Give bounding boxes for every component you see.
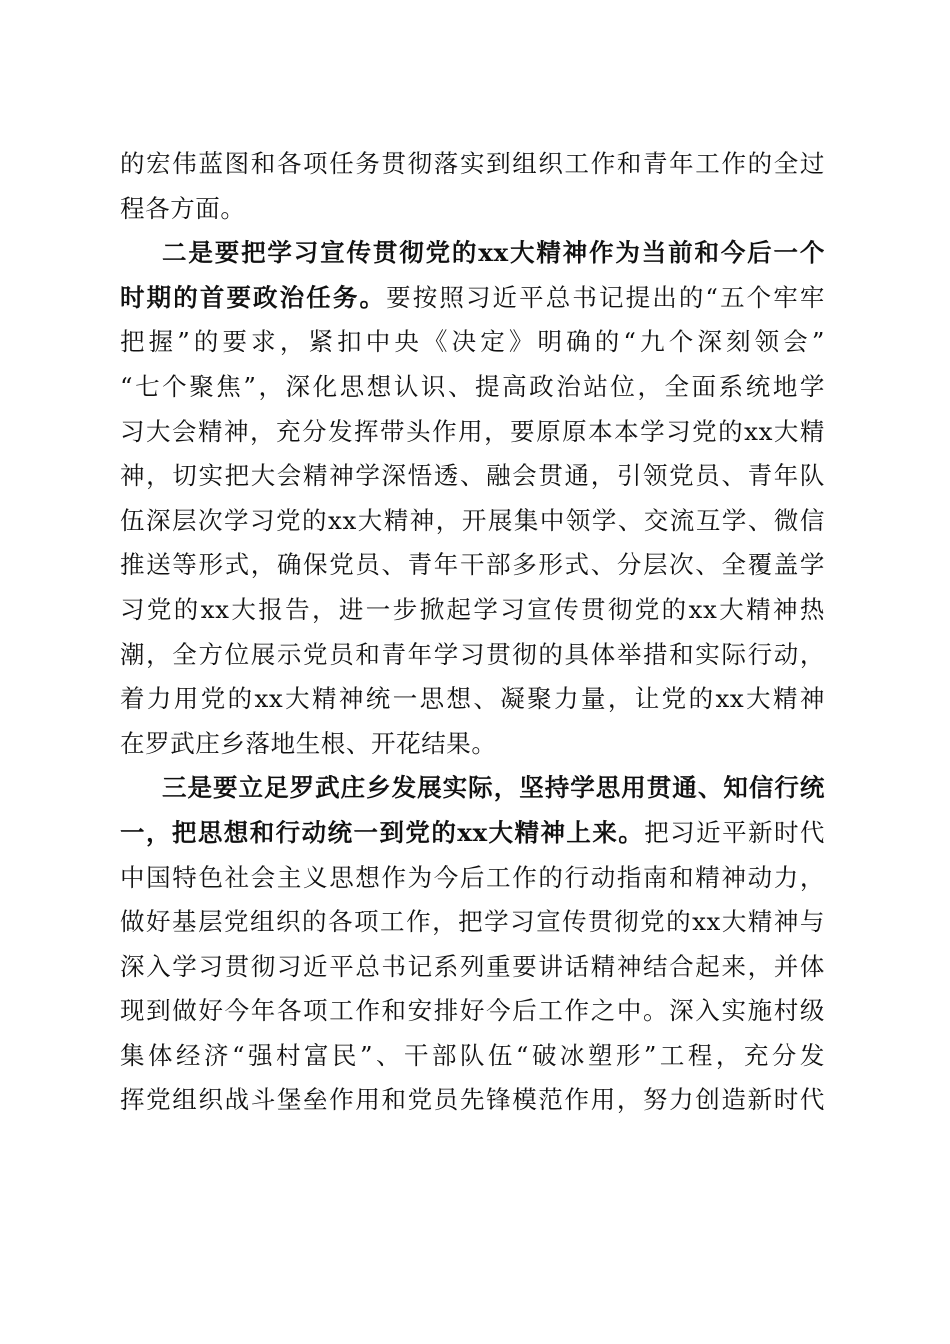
line-text: 深入学习贯彻习近平总书记系列重要讲话精神结合起来，并体: [120, 951, 825, 981]
text-line: [120, 454, 825, 499]
paragraph-heading-line: [120, 276, 825, 321]
text-line: [120, 1034, 825, 1079]
text-line: [120, 722, 825, 767]
line-text: 着力用党的xx大精神统一思想、凝聚力量，让党的xx大精神: [120, 684, 825, 714]
line-text: 挥党组织战斗堡垒作用和党员先锋模范作用，努力创造新时代: [120, 1085, 825, 1115]
line-text: 习党的xx大报告，进一步掀起学习宣传贯彻党的xx大精神热: [120, 594, 825, 624]
text-line: [120, 989, 825, 1034]
line-text: 把习近平新时代: [644, 817, 825, 847]
text-line: [120, 677, 825, 722]
text-line: [120, 900, 825, 945]
text-line: [120, 499, 825, 544]
line-text: 做好基层党组织的各项工作，把学习宣传贯彻党的xx大精神与: [120, 907, 825, 937]
line-text: 习大会精神，充分发挥带头作用，要原原本本学习党的xx大精: [120, 416, 825, 446]
paragraph-heading-line: [120, 766, 825, 811]
line-text: “七个聚焦”，深化思想认识、提高政治站位，全面系统地学: [120, 371, 825, 401]
bold-text: 时期的首要政治任务。: [120, 282, 387, 312]
line-text: 神，切实把大会精神学深悟透、融会贯通，引领党员、青年队: [120, 461, 825, 491]
bold-text: 三是要立足罗武庄乡发展实际，坚持学思用贯通、知信行统: [162, 773, 825, 803]
text-line: [120, 856, 825, 901]
text-line: [120, 410, 825, 455]
line-text: 潮，全方位展示党员和青年学习贯彻的具体举措和实际行动，: [120, 639, 825, 669]
line-text: 集体经济“强村富民”、干部队伍“破冰塑形”工程，充分发: [120, 1040, 825, 1070]
line-text: 的宏伟蓝图和各项任务贯彻落实到组织工作和青年工作的全过: [120, 149, 825, 178]
text-line: [120, 320, 825, 365]
line-text: 推送等形式，确保党员、青年干部多形式、分层次、全覆盖学: [120, 550, 825, 580]
paragraph-heading-line: [120, 811, 825, 856]
bold-text: 一，把思想和行动统一到党的xx大精神上来。: [120, 817, 645, 847]
bold-text: 二是要把学习宣传贯彻党的xx大精神作为当前和今后一个: [162, 238, 825, 268]
text-line: [120, 365, 825, 410]
line-text: 把握”的要求，紧扣中央《决定》明确的“九个深刻领会”: [120, 327, 825, 357]
line-text: 中国特色社会主义思想作为今后工作的行动指南和精神动力，: [120, 862, 825, 892]
text-line: [120, 633, 825, 678]
text-line: [120, 142, 825, 187]
body-text: [120, 142, 825, 1123]
line-text: 现到做好今年各项工作和安排好今后工作之中。深入实施村级: [120, 996, 825, 1026]
text-line: [120, 187, 825, 232]
text-line: [120, 945, 825, 990]
text-line: [120, 1078, 825, 1123]
text-line: [120, 588, 825, 633]
text-line: [120, 543, 825, 588]
line-text: 要按照习近平总书记提出的“五个牢牢: [386, 282, 825, 312]
line-text: 伍深层次学习党的xx大精神，开展集中领学、交流互学、微信: [120, 505, 825, 535]
line-text: 在罗武庄乡落地生根、开花结果。: [120, 728, 497, 758]
paragraph-heading-line: [120, 231, 825, 276]
line-text: 程各方面。: [120, 193, 246, 223]
